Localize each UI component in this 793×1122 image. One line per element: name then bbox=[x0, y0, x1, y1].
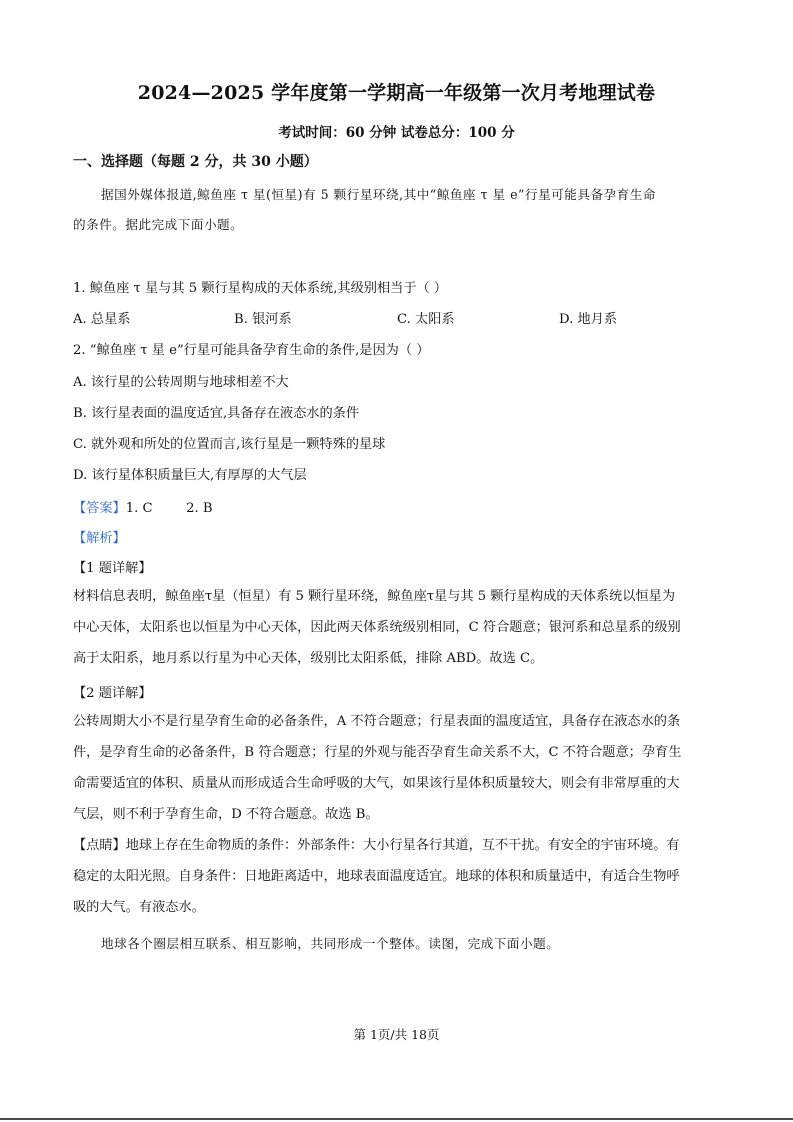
question-2-option-d: D. 该行星体积质量巨大,有厚厚的大气层 bbox=[73, 468, 307, 483]
material-intro-line-1: 据国外媒体报道,鲸鱼座 τ 星(恒星)有 5 颗行星环绕,其中“鲸鱼座 τ 星 e”行星可能具备孕育生命 bbox=[101, 187, 656, 202]
key-point-text-1: 地球上存在生命物质的条件：外部条件：大小行星各行其道，互不干扰。有安全的宇宙环境。有 bbox=[125, 838, 680, 853]
material-intro-2: 地球各个圈层相互联系、相互影响，共同形成一个整体。读图，完成下面小题。 bbox=[101, 936, 560, 951]
analysis-tag: 【解析】 bbox=[73, 531, 126, 546]
section-heading: 一、选择题（每题 2 分，共 30 小题） bbox=[73, 154, 318, 170]
key-point-line-3: 吸的大气。有液态水。 bbox=[73, 900, 205, 915]
page-number: 第 1页/共 18页 bbox=[353, 1027, 440, 1042]
detail-1-heading: 【1 题详解】 bbox=[73, 561, 152, 576]
detail-2-line-2: 件，是孕育生命的必备条件，B 符合题意；行星的外观与能否孕育生命关系不大，C 不符合题意；孕育生 bbox=[73, 745, 682, 760]
key-point-line-1 bbox=[73, 832, 680, 860]
question-2-option-b: B. 该行星表面的温度适宜,具备存在液态水的条件 bbox=[73, 406, 360, 421]
detail-2-line-1: 公转周期大小不是行星孕育生命的必备条件，A 不符合题意；行星表面的温度适宜，具备存在液态水的条 bbox=[73, 714, 681, 729]
page-bottom-divider bbox=[0, 1118, 793, 1120]
detail-1-line-1: 材料信息表明，鲸鱼座τ星（恒星）有 5 颗行星环绕，鲸鱼座τ星与其 5 颗行星构成的天体系统以恒星为 bbox=[73, 589, 676, 604]
question-2-option-a: A. 该行星的公转周期与地球相差不大 bbox=[73, 375, 289, 390]
key-point-line-2: 稳定的太阳光照。自身条件：日地距离适中，地球表面温度适宜。地球的体积和质量适中，有适合生物呼 bbox=[73, 869, 680, 884]
question-2-stem: 2. “鲸鱼座 τ 星 e”行星可能具备孕育生命的条件,是因为（ ） bbox=[73, 343, 430, 358]
question-2-option-c: C. 就外观和所处的位置而言,该行星是一颗特殊的星球 bbox=[73, 437, 386, 452]
detail-1-line-2: 中心天体，太阳系也以恒星为中心天体，因此两天体系统级别相同，C 符合题意；银河系和总星系的级别 bbox=[73, 620, 681, 635]
question-1-option-a: A. 总星系 bbox=[73, 312, 131, 327]
question-1-stem: 1. 鲸鱼座 τ 星与其 5 颗行星构成的天体系统,其级别相当于（ ） bbox=[73, 281, 448, 296]
detail-1-line-3: 高于太阳系，地月系以行星为中心天体，级别比太阳系低，排除 ABD。故选 C。 bbox=[73, 651, 544, 666]
material-intro-line-2: 的条件。据此完成下面小题。 bbox=[73, 217, 244, 232]
detail-2-heading: 【2 题详解】 bbox=[73, 686, 152, 701]
answer-line bbox=[73, 497, 213, 516]
answer-tag: 【答案】 bbox=[73, 501, 126, 516]
question-1-option-d: D. 地月系 bbox=[559, 312, 618, 327]
detail-2-line-4: 气层，则不利于孕育生命，D 不符合题意。故选 B。 bbox=[73, 807, 379, 822]
question-1-option-b: B. 银河系 bbox=[234, 312, 292, 327]
exam-title: 2024—2025 学年度第一学期高一年级第一次月考地理试卷 bbox=[137, 82, 656, 104]
exam-info: 考试时间：60 分钟 试卷总分：100 分 bbox=[278, 125, 515, 141]
answer-text: 1. C 2. B bbox=[125, 501, 213, 516]
key-point-tag: 【点睛】 bbox=[73, 838, 126, 853]
detail-2-line-3: 命需要适宜的体积、质量从而形成适合生命呼吸的大气，如果该行星体积质量较大，则会有非常厚重的大 bbox=[73, 776, 680, 791]
question-1-option-c: C. 太阳系 bbox=[397, 312, 455, 327]
